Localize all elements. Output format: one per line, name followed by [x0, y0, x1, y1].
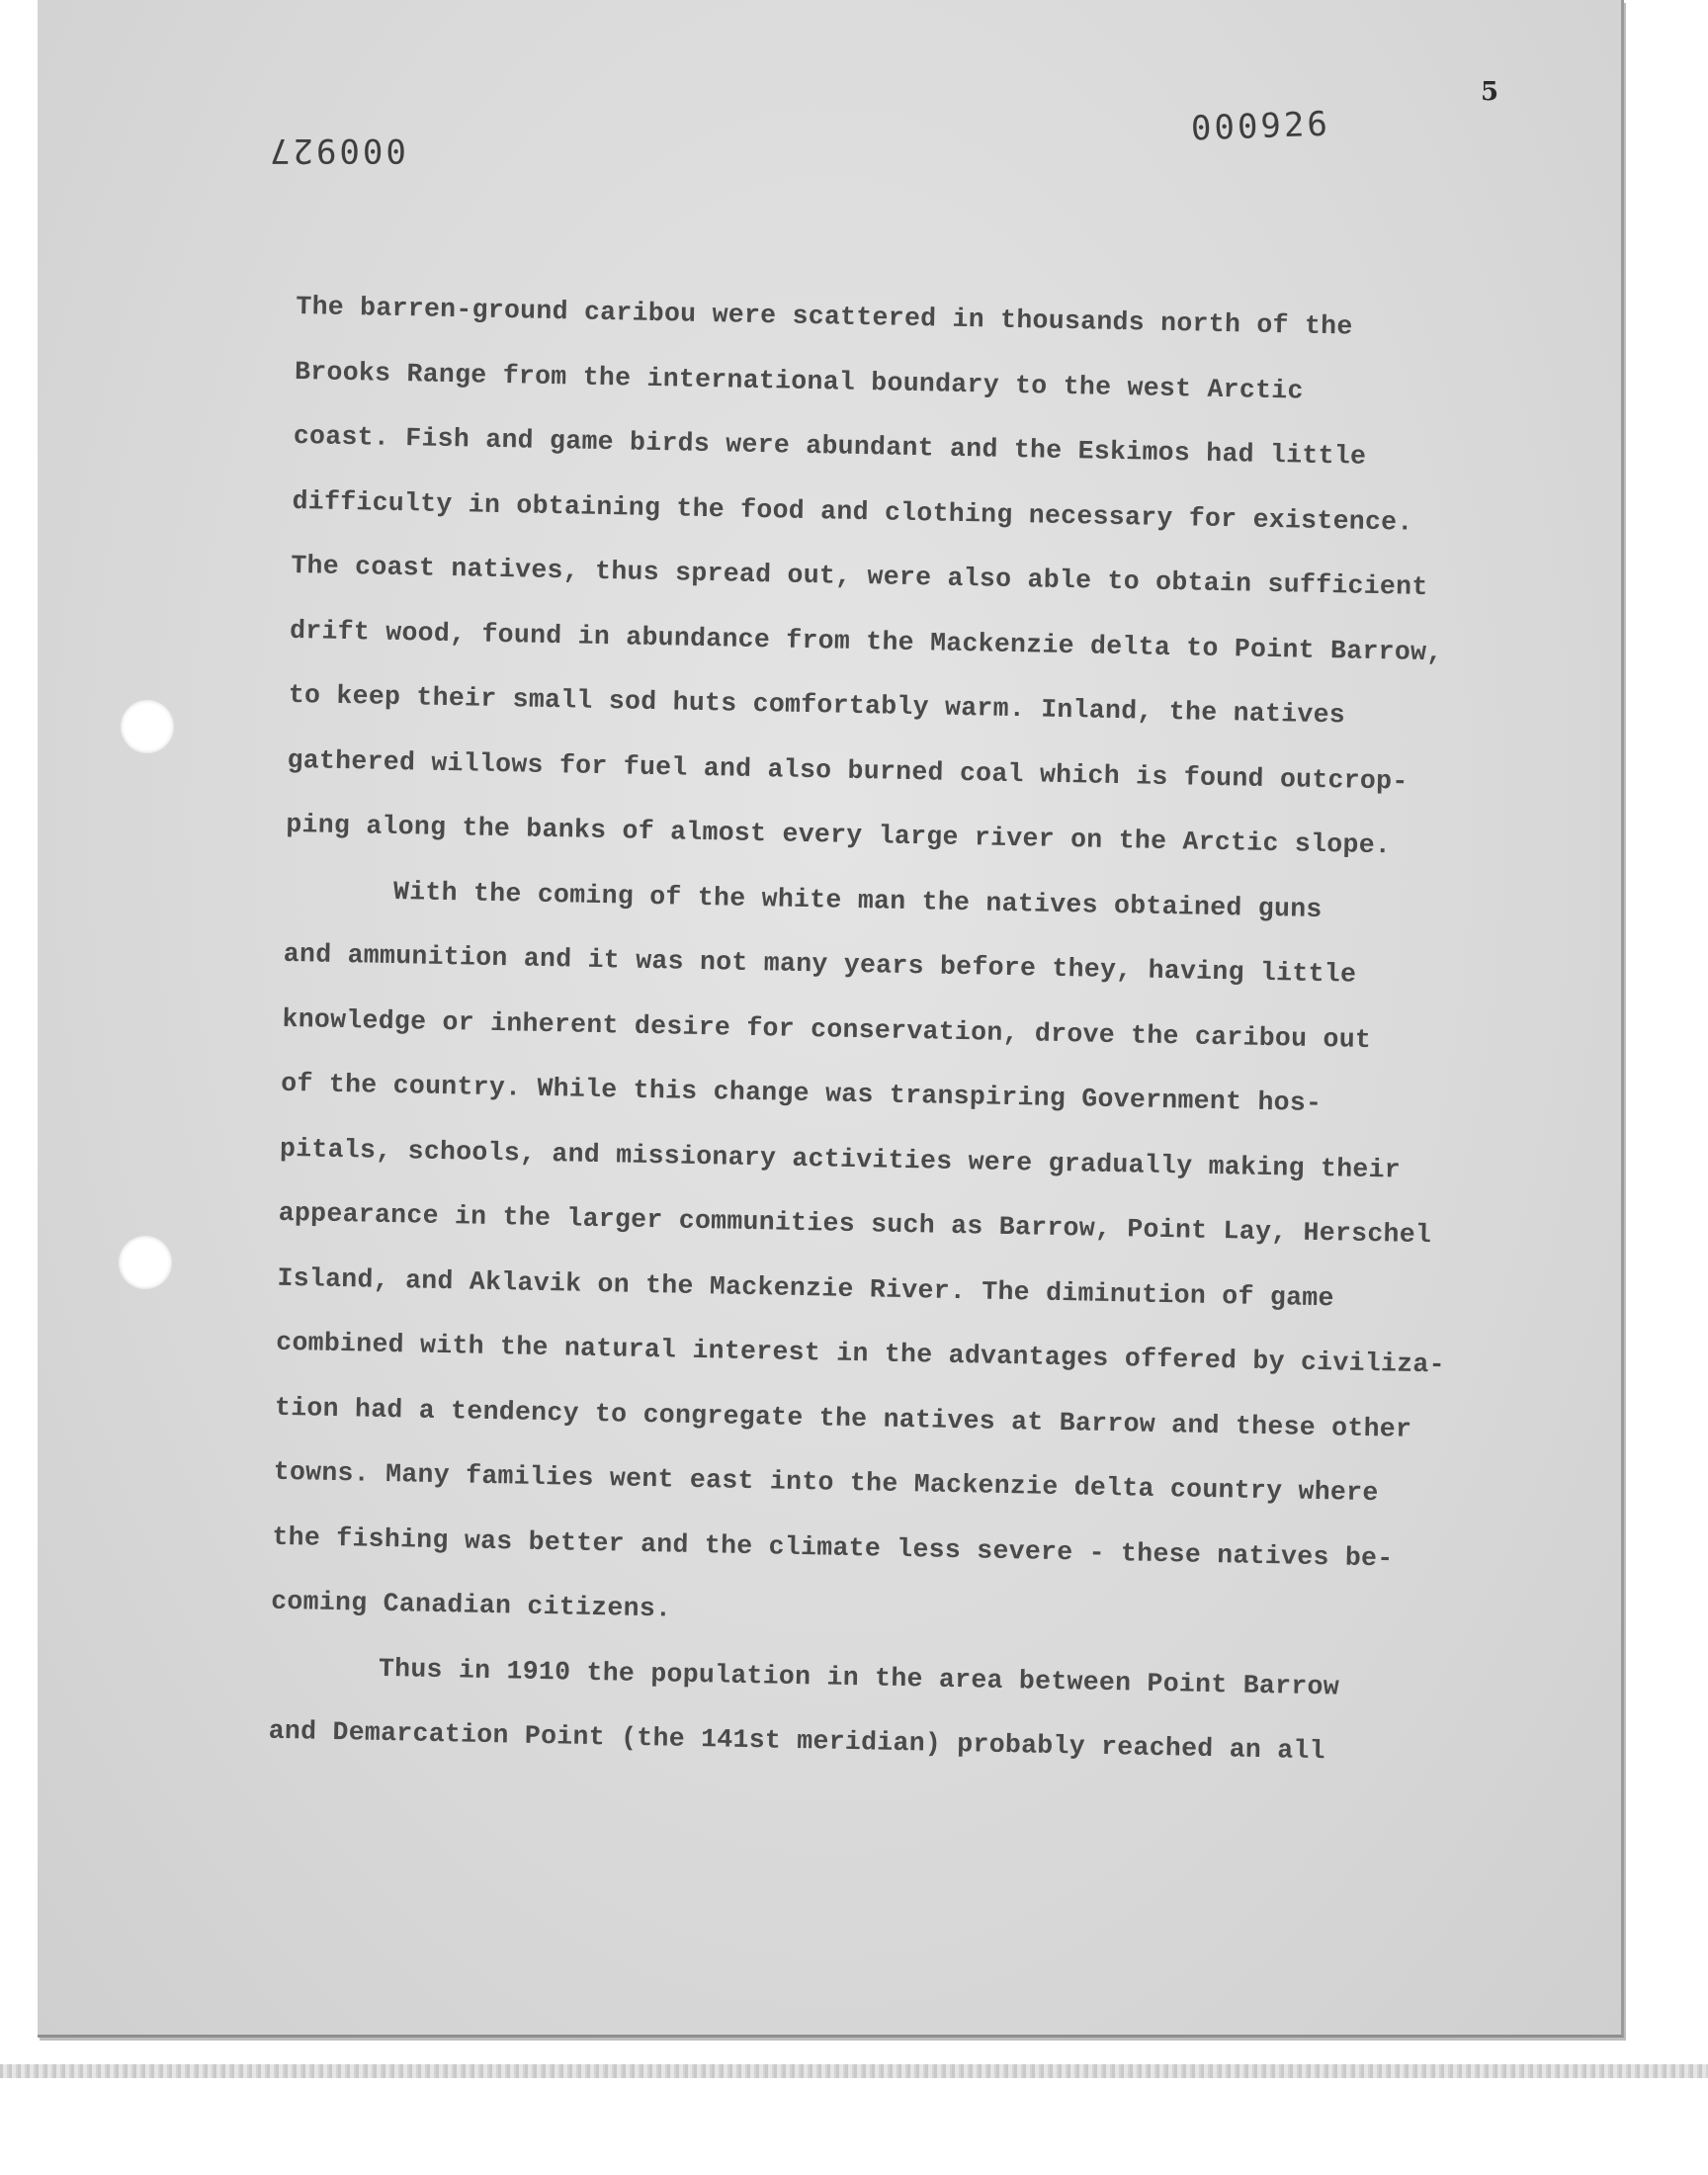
text-line: Brooks Range from the international boundary to the west Arctic [294, 356, 1304, 406]
scan-edge-band [0, 2064, 1708, 2078]
text-line: knowledge or inherent desire for conservation, drove the caribou out [282, 1003, 1372, 1055]
text-line: towns. Many families went east into the Mackenzie delta country where [273, 1456, 1379, 1509]
text-line: tion had a tendency to congregate the natives at Barrow and these other [274, 1392, 1412, 1444]
text-line: combined with the natural interest in the advantages offered by civiliza- [275, 1327, 1446, 1380]
punch-hole [119, 1236, 172, 1289]
document-stamp-right: 000926 [1190, 104, 1331, 149]
punch-hole [121, 700, 174, 753]
text-line: ping along the banks of almost every large river on the Arctic slope. [286, 809, 1392, 861]
text-line: The barren-ground caribou were scattered in thousands north of the [296, 291, 1353, 342]
body-text [268, 275, 1483, 1786]
text-line: to keep their small sod huts comfortably warm. Inland, the natives [288, 679, 1346, 731]
text-line: Island, and Aklavik on the Mackenzie River. The diminution of game [277, 1262, 1334, 1313]
text-line: and ammunition and it was not many years before they, having little [283, 938, 1357, 990]
text-line: The coast natives, thus spread out, were also able to obtain sufficient [291, 550, 1428, 603]
page-number: 5 [1481, 77, 1499, 107]
text-line: difficulty in obtaining the food and clothing necessary for existence. [292, 485, 1413, 538]
text-line: drift wood, found in abundance from the Mackenzie delta to Point Barrow, [289, 615, 1443, 667]
document-stamp-left: 000927 [267, 130, 406, 170]
text-line: appearance in the larger communities such as Barrow, Point Lay, Herschel [278, 1197, 1432, 1251]
text-line: coast. Fish and game birds were abundant and the Eskimos had little [293, 420, 1367, 472]
text-line: the fishing was better and the climate less severe - these natives be- [272, 1522, 1394, 1574]
text-line: gathered willows for fuel and also burned coal which is found outcrop- [287, 744, 1409, 797]
text-line: Thus in 1910 the population in the area between Point Barrow [378, 1653, 1340, 1702]
text-line: of the country. While this change was transpiring Government hos- [281, 1068, 1323, 1119]
text-line: pitals, schools, and missionary activities were gradually making their [279, 1133, 1402, 1185]
text-line: and Demarcation Point (the 141st meridian) probably reached an all [268, 1715, 1326, 1767]
text-line: With the coming of the white man the natives obtained guns [392, 876, 1323, 924]
text-line: coming Canadian citizens. [270, 1586, 672, 1624]
